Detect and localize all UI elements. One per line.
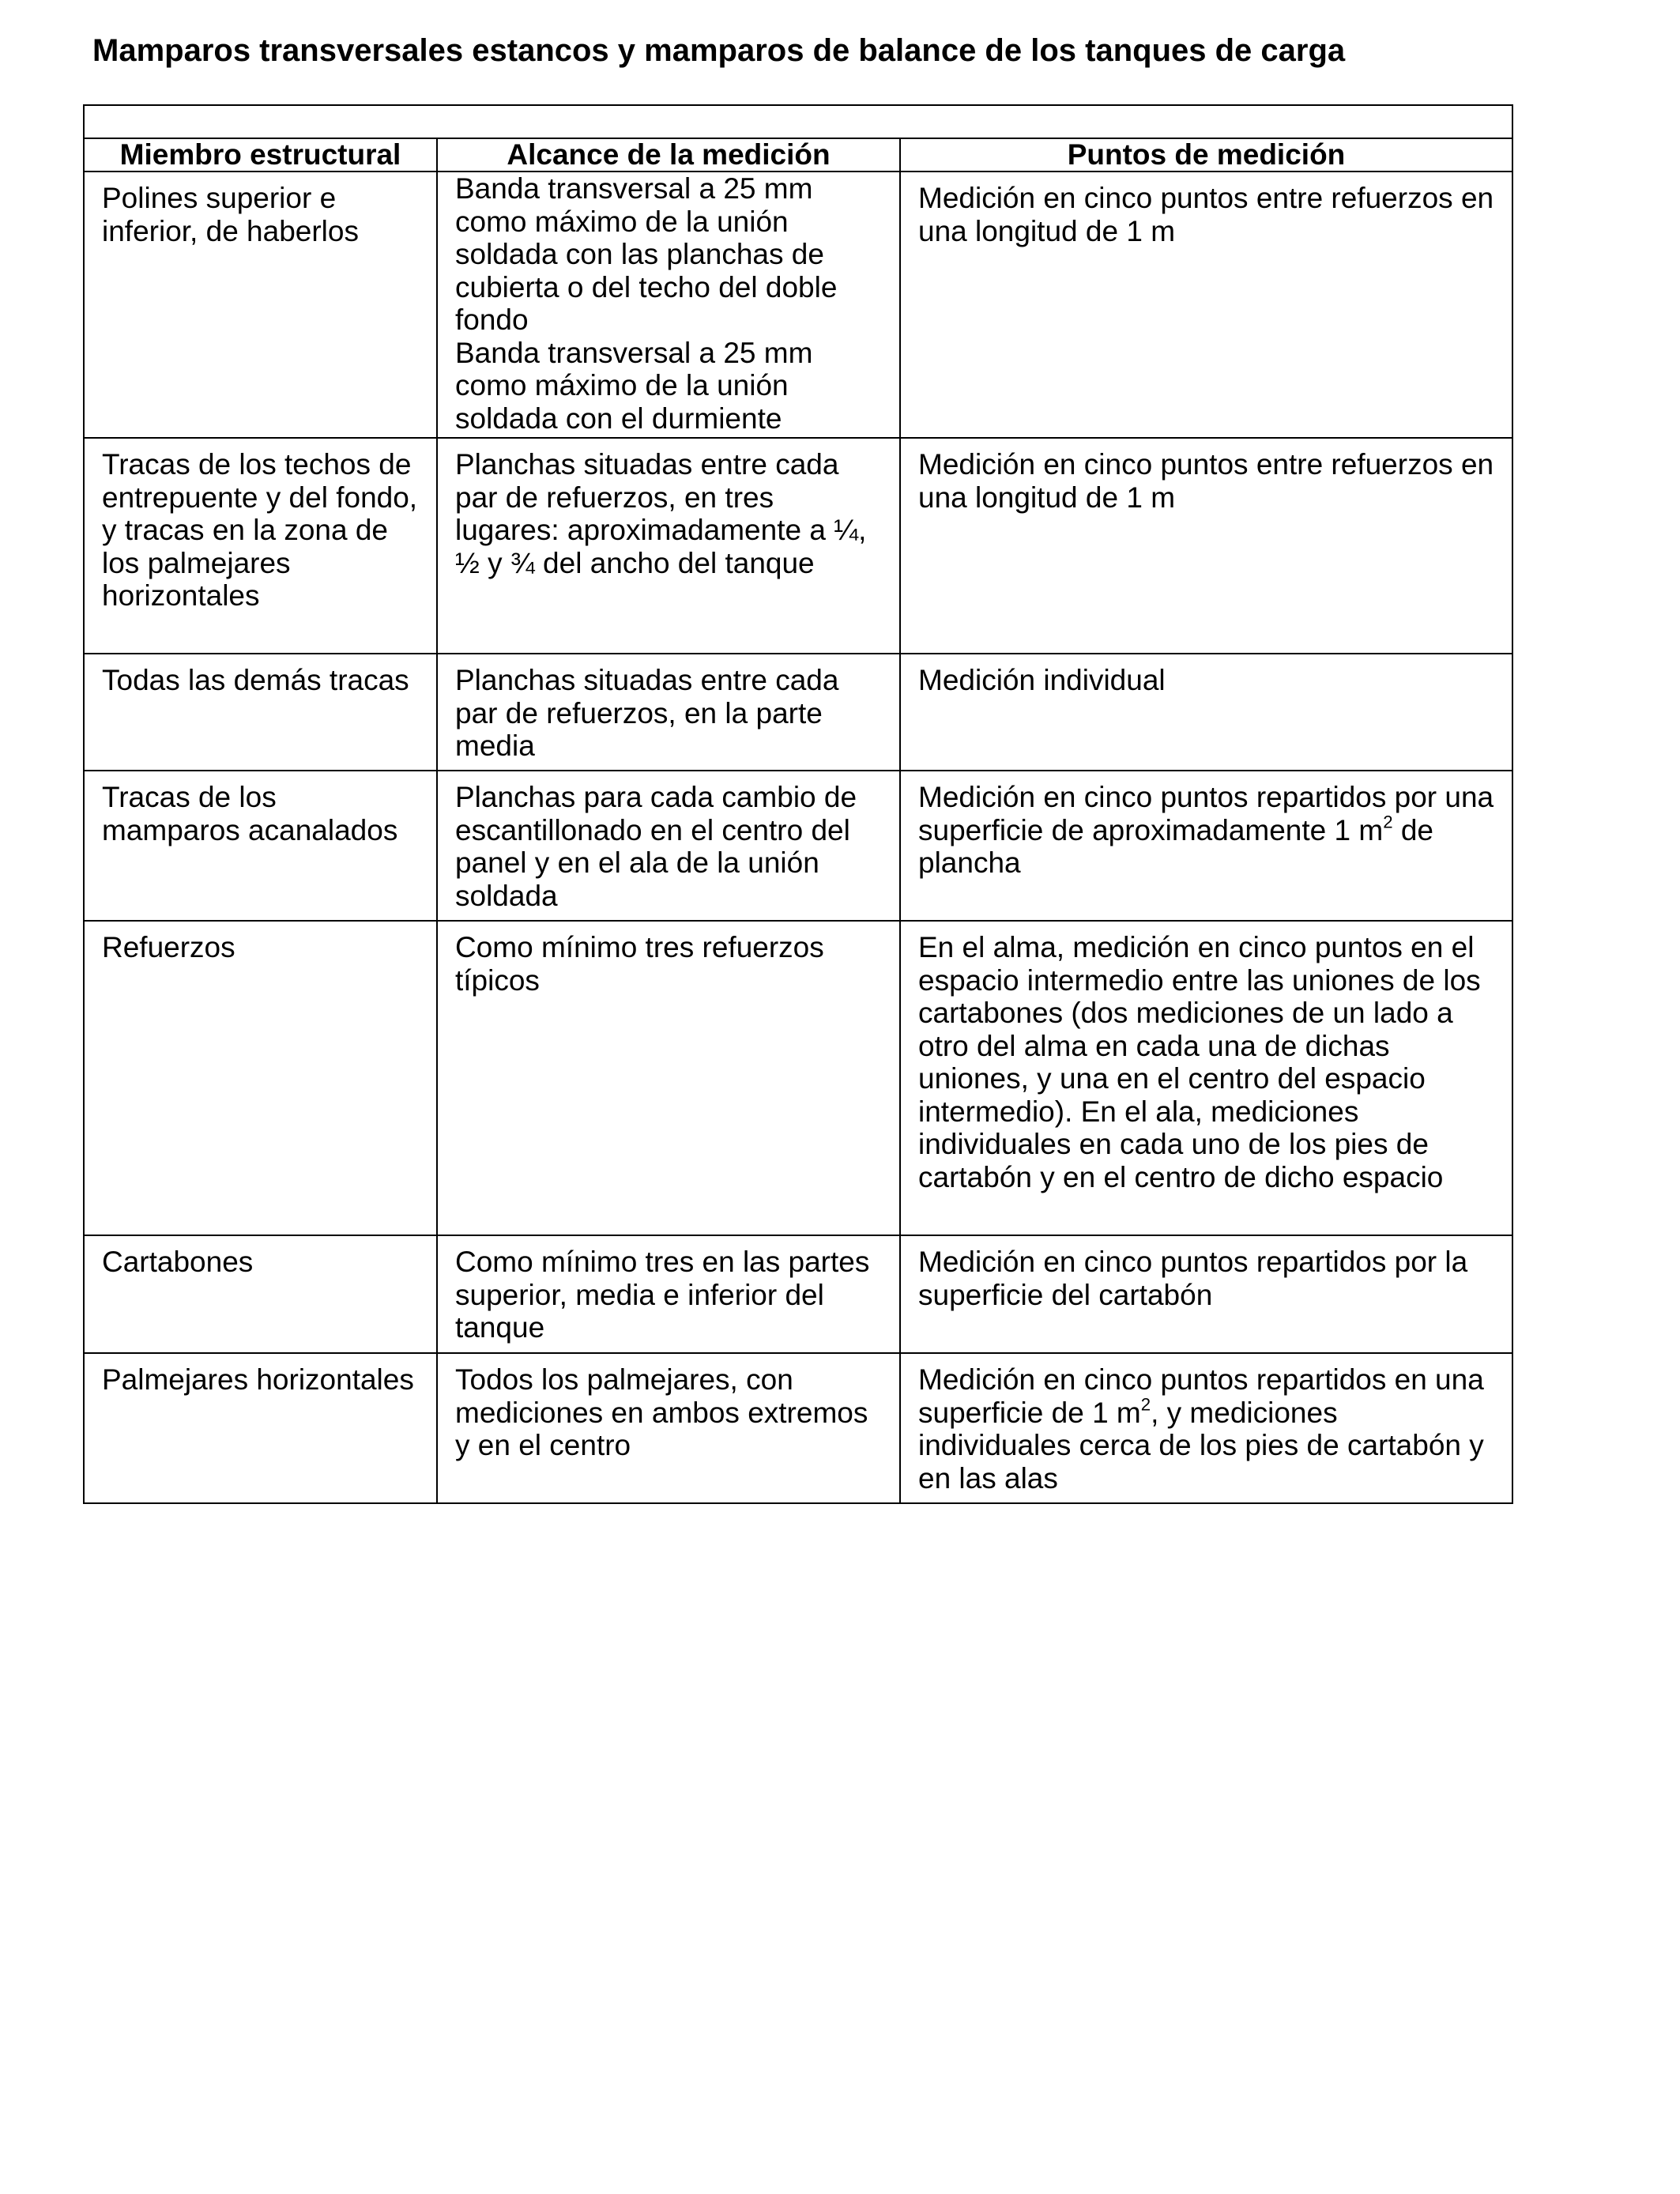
scope-cell [437, 172, 900, 438]
blank-cell [84, 105, 1512, 138]
points-cell [900, 771, 1512, 921]
member-cell: Cartabones [84, 1235, 437, 1353]
points-cell: Medición en cinco puntos repartidos por la superficie del cartabón [900, 1235, 1512, 1353]
table-blank-row [84, 105, 1512, 138]
points-cell: Medición en cinco puntos entre refuerzos en una longitud de 1 m [900, 438, 1512, 654]
scope-text: Banda transversal a 25 mm como máximo de la unión soldada con las planchas de cubierta o del techo del doble fondo [455, 172, 838, 336]
table-row [84, 921, 1512, 1235]
table-row [84, 1353, 1512, 1503]
points-text: , y mediciones individuales cerca de los pies de cartabón y en las alas [918, 1396, 1484, 1495]
measurement-table [83, 104, 1513, 1504]
scope-cell: Planchas situadas entre cada par de refuerzos, en la parte media [437, 654, 900, 771]
member-cell: Polines superior e inferior, de haberlos [84, 172, 437, 438]
scope-text: Banda transversal a 25 mm como máximo de la unión soldada con el durmiente [455, 336, 813, 435]
points-text: Medición en cinco puntos repartidos por una superficie de aproximadamente 1 m [918, 781, 1494, 846]
scope-cell: Planchas situadas entre cada par de refuerzos, en tres lugares: aproximadamente a ¼, ½ y ¾ del ancho del tanque [437, 438, 900, 654]
points-text: Medición en cinco puntos repartidos en una superficie de 1 m [918, 1363, 1484, 1429]
points-cell [900, 1353, 1512, 1503]
header-points: Puntos de medición [900, 138, 1512, 172]
page-title: Mamparos transversales estancos y mamparos de balance de los tanques de carga [92, 33, 1346, 68]
member-cell: Tracas de los techos de entrepuente y del fondo, y tracas en la zona de los palmejares horizontales [84, 438, 437, 654]
superscript: 2 [1140, 1393, 1151, 1414]
table-row [84, 172, 1512, 438]
member-cell: Palmejares horizontales [84, 1353, 437, 1503]
table-row [84, 771, 1512, 921]
scope-cell: Planchas para cada cambio de escantillonado en el centro del panel y en el ala de la unión soldada [437, 771, 900, 921]
scope-cell: Como mínimo tres refuerzos típicos [437, 921, 900, 1235]
scope-cell: Todos los palmejares, con mediciones en ambos extremos y en el centro [437, 1353, 900, 1503]
member-cell: Refuerzos [84, 921, 437, 1235]
scope-cell: Como mínimo tres en las partes superior, media e inferior del tanque [437, 1235, 900, 1353]
header-member: Miembro estructural [84, 138, 437, 172]
member-cell: Todas las demás tracas [84, 654, 437, 771]
superscript: 2 [1383, 811, 1393, 831]
points-cell: Medición individual [900, 654, 1512, 771]
table-row [84, 1235, 1512, 1353]
member-cell: Tracas de los mamparos acanalados [84, 771, 437, 921]
table-row [84, 654, 1512, 771]
table-header-row [84, 138, 1512, 172]
points-cell: En el alma, medición en cinco puntos en el espacio intermedio entre las uniones de los cartabones (dos mediciones de un lado a otro del alma en cada una de dichas uniones, y una en el centro del espacio intermedio). En el ala, mediciones individuales en cada uno de los pies de cartabón y en el centro de dicho espacio [900, 921, 1512, 1235]
points-text: de plancha [918, 813, 1433, 879]
points-cell: Medición en cinco puntos entre refuerzos en una longitud de 1 m [900, 172, 1512, 438]
table-row [84, 438, 1512, 654]
header-scope: Alcance de la medición [437, 138, 900, 172]
